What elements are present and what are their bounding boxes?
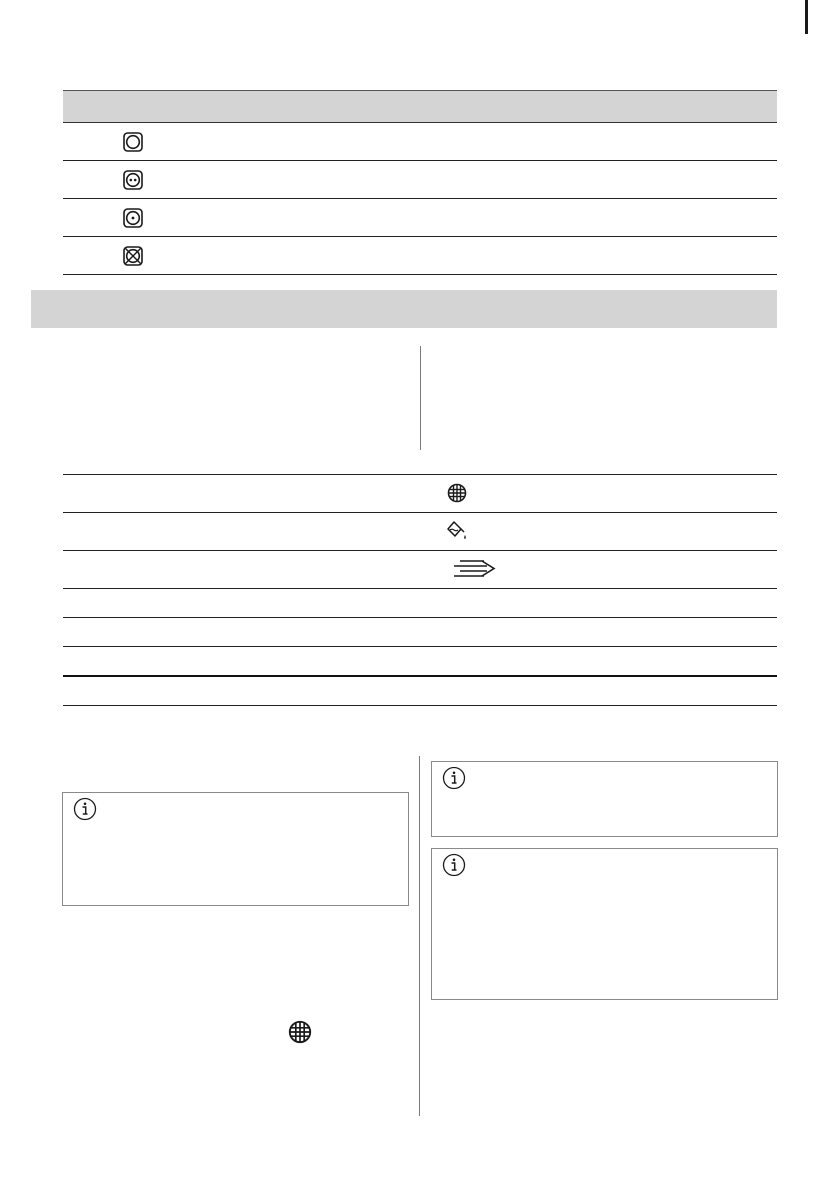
pour-liquid-icon: [445, 519, 469, 543]
care-symbol-table: [63, 90, 777, 275]
table-row: [63, 617, 777, 646]
square-circle-crossed-icon: [123, 246, 143, 266]
table-row: [63, 675, 777, 706]
section-title-band: [31, 290, 777, 328]
square-circle-two-dots-icon: [123, 170, 143, 190]
info-icon: [73, 797, 97, 821]
square-circle-one-dot-icon: [123, 208, 143, 228]
table-row: [63, 512, 777, 550]
table-row: [63, 588, 777, 617]
table-row: [63, 550, 777, 588]
column-divider: [420, 346, 421, 450]
info-note-box: [431, 848, 778, 1000]
table-row: [63, 199, 777, 237]
options-table: [63, 474, 777, 706]
air-flow-arrow-icon: [451, 558, 497, 580]
table-row: [63, 161, 777, 199]
grid-globe-icon: [288, 1020, 312, 1044]
info-note-box: [62, 792, 409, 906]
info-note-box: [431, 761, 778, 837]
grid-globe-icon: [447, 483, 467, 503]
info-icon: [442, 766, 466, 790]
page-edge-marker: [805, 0, 808, 34]
square-circle-icon: [123, 132, 143, 152]
table-row: [63, 237, 777, 275]
info-icon: [442, 853, 466, 877]
column-divider: [419, 756, 420, 1116]
table-row: [63, 123, 777, 161]
table-header: [63, 90, 777, 123]
table-row: [63, 474, 777, 512]
table-row: [63, 646, 777, 675]
